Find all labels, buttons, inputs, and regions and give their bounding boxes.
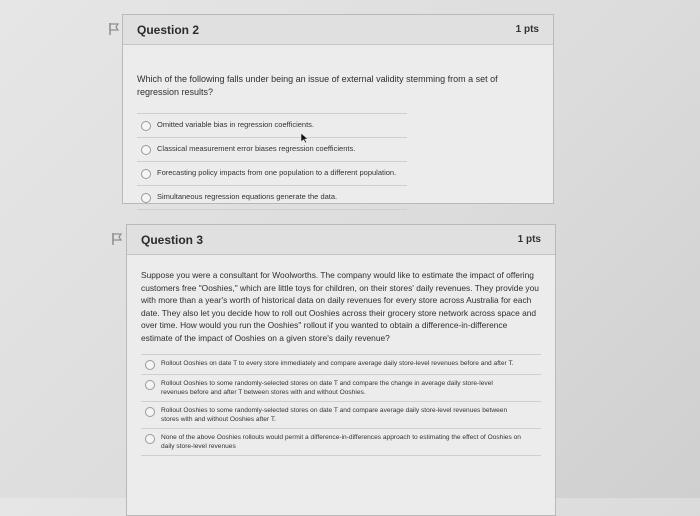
answer-option[interactable] <box>141 374 541 401</box>
answer-label: Rollout Ooshies to some randomly-selected stores on date T and compare average daily store-level revenues between stores with and without Ooshies after T. <box>161 407 508 423</box>
radio-button[interactable] <box>145 407 155 417</box>
flag-question-icon[interactable] <box>107 22 121 36</box>
answer-label: Classical measurement error biases regression coefficients. <box>157 144 356 153</box>
question-points: 1 pts <box>517 234 541 245</box>
answer-label: None of the above Ooshies rollouts would permit a difference-in-differences approach to estimating the effect of Ooshies on daily store-level revenues <box>161 434 521 450</box>
answer-option[interactable] <box>137 185 407 210</box>
mouse-cursor-icon <box>300 131 310 143</box>
radio-button[interactable] <box>141 193 151 203</box>
radio-button[interactable] <box>145 360 155 370</box>
question-header <box>123 15 553 45</box>
question-title: Question 3 <box>141 232 204 247</box>
question-points: 1 pts <box>515 24 539 35</box>
question-body <box>127 255 555 456</box>
answer-list <box>141 354 541 456</box>
radio-button[interactable] <box>141 145 151 155</box>
radio-button[interactable] <box>145 434 155 444</box>
question-text: Which of the following falls under being an issue of external validity stemming from a set of regression results? <box>137 74 498 97</box>
answer-label: Rollout Ooshies to some randomly-selected stores on date T and compare the change in average daily store-level revenues before and after T between stores with and without Ooshies. <box>161 380 493 396</box>
question-body <box>123 45 553 210</box>
answer-label: Simultaneous regression equations generate the data. <box>157 192 338 201</box>
question-text: Suppose you were a consultant for Woolworths. The company would like to estimate the impact of offering customers free "Ooshies," which are little toys for children, on their stores' daily revenues. They provide you with more than a year's worth of historical data on daily revenues for every store across Australia for each date. They also let you decide how to roll out Ooshies across their grocery store network across space and over time. How would you run the Ooshies" rollout if you wanted to obtain a difference-in-difference estimate of the impact of Ooshies on a given store's daily revenue? <box>141 270 539 343</box>
answer-label: Rollout Ooshies on date T to every store immediately and compare average daily store-level revenues before and after T. <box>161 360 514 367</box>
answer-option[interactable] <box>137 161 407 185</box>
answer-option[interactable] <box>141 428 541 456</box>
radio-button[interactable] <box>141 169 151 179</box>
question-card <box>126 224 556 516</box>
radio-button[interactable] <box>145 380 155 390</box>
question-header <box>127 225 555 255</box>
answer-option[interactable] <box>137 113 407 137</box>
answer-label: Omitted variable bias in regression coefficients. <box>157 120 315 129</box>
answer-option[interactable] <box>141 354 541 374</box>
answer-option[interactable] <box>141 401 541 428</box>
answer-list <box>137 113 407 210</box>
answer-label: Forecasting policy impacts from one population to a different population. <box>157 168 397 177</box>
flag-question-icon[interactable] <box>110 232 124 246</box>
question-card <box>122 14 554 204</box>
question-title: Question 2 <box>137 22 200 37</box>
radio-button[interactable] <box>141 121 151 131</box>
answer-option[interactable] <box>137 137 407 161</box>
